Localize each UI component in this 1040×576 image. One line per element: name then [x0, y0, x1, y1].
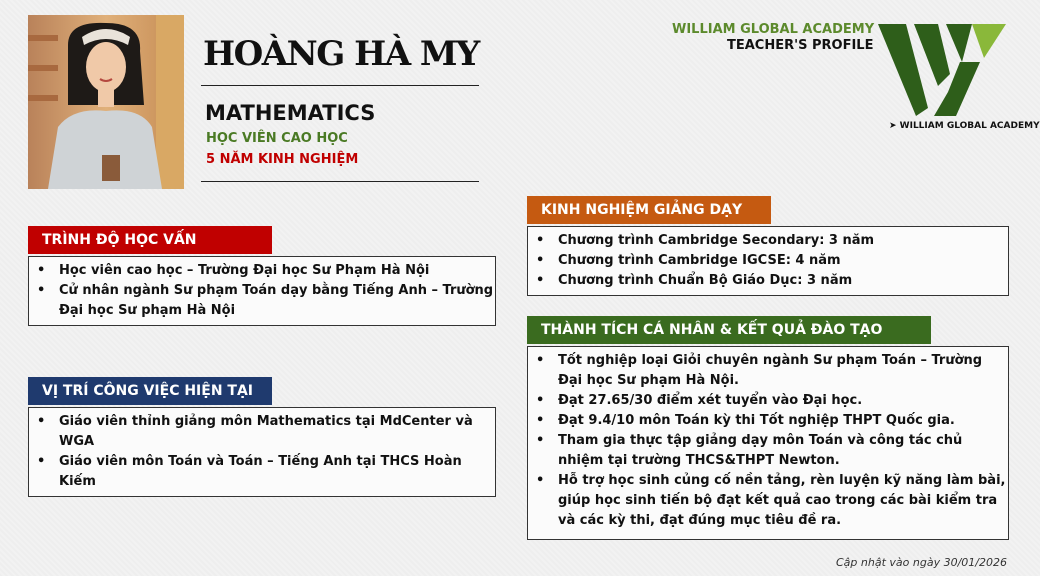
bullet-icon: •: [37, 414, 46, 429]
list-item: [528, 251, 1008, 271]
divider-top: [201, 85, 479, 86]
list-item: [29, 452, 495, 492]
list-item: [29, 412, 495, 452]
update-date: Cập nhật vào ngày 30/01/2026: [836, 556, 1007, 569]
position-item-1: Giáo viên thỉnh giảng môn Mathematics tại MdCenter và WGA: [59, 414, 473, 449]
wga-logo: [876, 22, 1008, 118]
achievement-item-2: Đạt 27.65/30 điểm xét tuyển vào Đại học.: [558, 393, 863, 408]
list-item: [528, 231, 1008, 251]
brand-academy-name: WILLIAM GLOBAL ACADEMY: [672, 22, 875, 37]
education-item-1: Học viên cao học – Trường Đại học Sư Phạm Hà Nội: [59, 263, 430, 278]
logo-caption: ➤ WILLIAM GLOBAL ACADEMY: [889, 121, 1040, 131]
position-box: [28, 407, 496, 497]
bullet-icon: •: [536, 353, 545, 368]
achievement-item-5: Hỗ trợ học sinh củng cố nền tảng, rèn luyện kỹ năng làm bài, giúp học sinh tiến bộ đạt kết quả cao trong các bài kiểm tra và các kỳ thi, đạt đúng mục tiêu đề ra.: [558, 473, 1006, 528]
bullet-icon: •: [37, 283, 46, 298]
section-header-position: VỊ TRÍ CÔNG VIỆC HIỆN TẠI: [28, 377, 272, 405]
section-header-education: TRÌNH ĐỘ HỌC VẤN: [28, 226, 272, 254]
w-logo-icon: [876, 22, 1008, 118]
bullet-icon: •: [536, 253, 545, 268]
achievement-item-1: Tốt nghiệp loại Giỏi chuyên ngành Sư phạm Toán – Trường Đại học Sư phạm Hà Nội.: [558, 353, 983, 388]
bullet-icon: •: [37, 263, 46, 278]
education-item-2: Cử nhân ngành Sư phạm Toán dạy bằng Tiếng Anh – Trường Đại học Sư phạm Hà Nội: [59, 283, 494, 318]
section-header-teaching: KINH NGHIỆM GIẢNG DẠY: [527, 196, 771, 224]
position-item-2: Giáo viên môn Toán và Toán – Tiếng Anh tại THCS Hoàn Kiếm: [59, 454, 462, 489]
achievement-item-4: Tham gia thực tập giảng dạy môn Toán và công tác chủ nhiệm tại trường THCS&THPT Newton.: [558, 433, 963, 468]
list-item: [528, 271, 1008, 291]
teaching-item-1: Chương trình Cambridge Secondary: 3 năm: [558, 233, 875, 248]
list-item: [528, 351, 1008, 391]
list-item: [29, 281, 495, 321]
bullet-icon: •: [536, 473, 545, 488]
bullet-icon: •: [37, 454, 46, 469]
teacher-portrait-illustration: [28, 15, 184, 189]
achievement-item-3: Đạt 9.4/10 môn Toán kỳ thi Tốt nghiệp THPT Quốc gia.: [558, 413, 955, 428]
teacher-photo: [28, 15, 184, 189]
bullet-icon: •: [536, 393, 545, 408]
bullet-icon: •: [536, 433, 545, 448]
brand-profile-label: TEACHER'S PROFILE: [727, 38, 874, 53]
list-item: [528, 391, 1008, 411]
bullet-icon: •: [536, 273, 545, 288]
divider-bottom: [201, 181, 479, 182]
list-item: [29, 261, 495, 281]
list-item: [528, 411, 1008, 431]
bullet-icon: •: [536, 233, 545, 248]
teaching-box: [527, 226, 1009, 296]
teaching-item-2: Chương trình Cambridge IGCSE: 4 năm: [558, 253, 841, 268]
teacher-subject: MATHEMATICS: [205, 101, 376, 125]
teacher-experience: 5 NĂM KINH NGHIỆM: [206, 152, 359, 167]
list-item: [528, 471, 1008, 531]
section-header-achievements: THÀNH TÍCH CÁ NHÂN & KẾT QUẢ ĐÀO TẠO: [527, 316, 931, 344]
teaching-item-3: Chương trình Chuẩn Bộ Giáo Dục: 3 năm: [558, 273, 853, 288]
teacher-degree: HỌC VIÊN CAO HỌC: [206, 131, 348, 146]
teacher-name: HOÀNG HÀ MY: [203, 34, 479, 74]
achievements-box: [527, 346, 1009, 540]
education-box: [28, 256, 496, 326]
bullet-icon: •: [536, 413, 545, 428]
list-item: [528, 431, 1008, 471]
